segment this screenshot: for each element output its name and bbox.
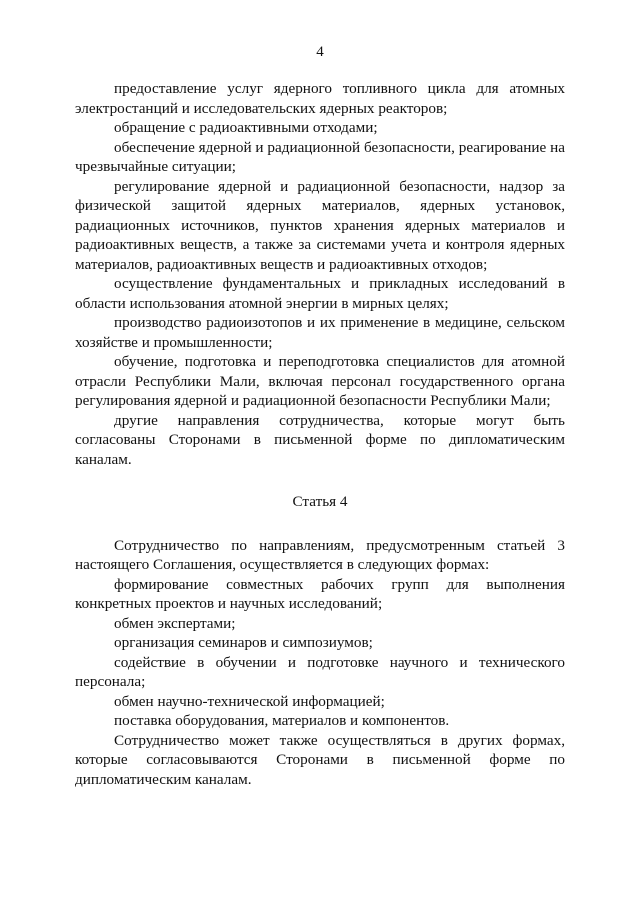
list-item-safety-emergency: обеспечение ядерной и радиационной безопасности, реагирование на чрезвычайные ситуации; [75, 138, 565, 175]
list-item-working-groups: формирование совместных рабочих групп для выполнения конкретных проектов и научных исследований; [75, 575, 565, 612]
list-item-personnel-training: содействие в обучении и подготовке научного и технического персонала; [75, 653, 565, 690]
article-heading: Статья 4 [292, 493, 348, 510]
list-item-information-exchange: обмен научно-технической информацией; [114, 692, 385, 710]
article4-closing: Сотрудничество может также осуществляться в других формах, которые согласовываются Сторонами в письменной форме по дипломатическим каналам. [75, 731, 565, 788]
list-item-other-directions: другие направления сотрудничества, которые могут быть согласованы Сторонами в письменной форме по дипломатическим каналам. [75, 411, 565, 468]
list-item-regulation-supervision: регулирование ядерной и радиационной безопасности, надзор за физической защитой ядерных материалов, ядерных установок, радиационных источников, пунктов хранения ядерных материалов и радиоактивных веществ, а также за системами учета и контроля ядерных материалов, радиоактивных веществ и радиоактивных отходов; [75, 177, 565, 273]
list-item-expert-exchange: обмен экспертами; [114, 614, 236, 632]
list-item-equipment-supply: поставка оборудования, материалов и компонентов. [114, 712, 450, 729]
article4-intro: Сотрудничество по направлениям, предусмотренным статьей 3 настоящего Соглашения, осуществляется в следующих формах: [75, 536, 565, 573]
list-item-fuel-cycle-services: предоставление услуг ядерного топливного цикла для атомных электростанций и исследовательских ядерных реакторов; [75, 80, 565, 117]
list-item-training: обучение, подготовка и переподготовка специалистов для атомной отрасли Республики Мали, включая персонал государственного органа регулирования ядерной и радиационной безопасности Республики Мали; [75, 353, 565, 409]
list-item-radioisotopes: производство радиоизотопов и их применение в медицине, сельском хозяйстве и промышленности; [75, 314, 565, 351]
page-number: 4 [316, 44, 324, 60]
document-body [75, 79, 565, 789]
list-item-seminars: организация семинаров и симпозиумов; [114, 634, 373, 651]
list-item-research: осуществление фундаментальных и прикладных исследований в области использования атомной энергии в мирных целях; [75, 275, 565, 312]
list-item-radioactive-waste: обращение с радиоактивными отходами; [114, 119, 378, 136]
